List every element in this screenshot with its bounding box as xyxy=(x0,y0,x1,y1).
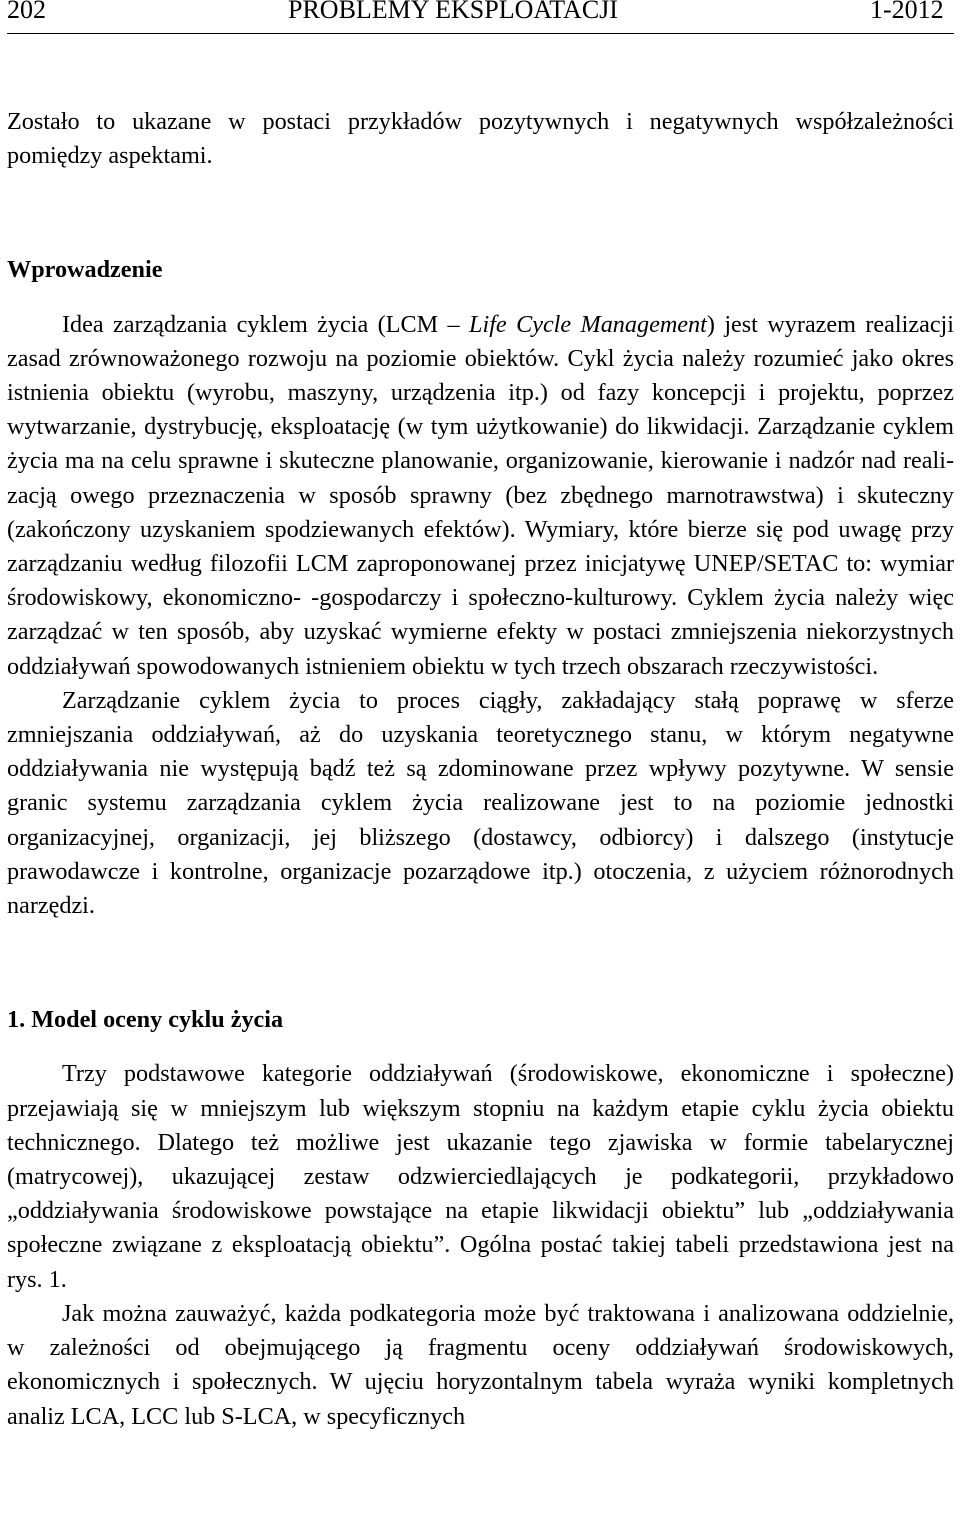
section-heading-introduction: Wprowadzenie xyxy=(7,256,163,284)
header-rule xyxy=(7,33,954,34)
page-body xyxy=(7,105,954,1434)
running-header xyxy=(0,0,960,34)
section-heading-model: 1. Model oceny cyklu życia xyxy=(7,1006,284,1034)
lcm-text-rest: ) jest wyrazem realizacji zasad zrównoważonego rozwoju na poziomie obiektów. Cykl życia należy rozumieć jako okres istnienia obiektu (wyrobu, maszyny, urządzenia itp.) od fazy koncepcji i projektu, poprzez wytwarzanie, dystrybucję, eksploatację (w tym użytkowanie) do likwidacji. Zarządzanie cyklem życia ma na celu sprawne i skuteczne planowanie, organizowanie, kierowanie i nadzór nad realizacją owego przeznaczenia w sposób sprawny (bez zbędnego marnotrawstwa) i skuteczny (zakończony uzyskaniem spodziewanych efektów). Wymiary, które bierze się pod uwagę przy zarządzaniu według filozofii LCM zaproponowanej przez inicjatywę UNEP/SETAC to: wymiar środowiskowy, ekonomiczno- -gospodarczy i społeczno-kulturowy. Cyklem życia należy więc zarządzać w ten sposób, aby uzyskać wymierne efekty w postaci zmniejszenia niekorzystnych oddziaływań spowodowanych istnieniem obiektu w tych trzech obszarach rzeczywistości. xyxy=(7,310,954,680)
model-paragraph-2: Jak można zauważyć, każda podkategoria może być traktowana i analizowana oddzielnie, w zależności od obejmującego ją fragmentu oceny oddziaływań środowiskowych, ekonomicznych i społecznych. W ujęciu horyzontalnym tabela wyraża wyniki kompletnych analiz LCA, LCC lub S-LCA, w specyficznych xyxy=(7,1299,954,1430)
intro-paragraph: Zostało to ukazane w postaci przykładów pozytywnych i negatywnych współzależności pomiędzy aspektami. xyxy=(7,108,954,170)
issue-number: 1-2012 xyxy=(870,0,944,24)
introduction-paragraph-2: Zarządzanie cyklem życia to proces ciągły, zakładający stałą poprawę w sferze zmniejszania oddziaływań, aż do uzyskania teoretycznego stanu, w którym negatywne oddziaływania nie występują bądź też są zdominowane przez wpływy pozytywne. W sensie granic systemu zarządzania cyklem życia realizowane jest to na poziomie jednostki organizacyjnej, organizacji, jej bliższego (dostawcy, odbiorcy) i dalszego (instytucje prawodawcze i kontrolne, organizacje pozarządowe itp.) otoczenia, z użyciem różnorodnych narzędzi. xyxy=(7,686,954,920)
model-paragraph-1: Trzy podstawowe kategorie oddziaływań (środowiskowe, ekonomiczne i społeczne) przejawiają się w mniejszym lub większym stopniu na każdym etapie cyklu życia obiektu technicznego. Dlatego też możliwe jest ukazanie tego zjawiska w formie tabelarycznej (matrycowej), ukazującej zestaw odzwierciedlających je podkategorii, przykładowo „oddziaływania środowiskowe powstające na etapie likwidacji obiektu” lub „oddziaływania społeczne związane z eksploatacją obiektu”. Ogólna postać takiej tabeli przedstawiona jest na rys. 1. xyxy=(7,1060,954,1293)
lcm-text-start: Idea zarządzania cyklem życia (LCM – xyxy=(62,310,470,338)
introduction-paragraph-1 xyxy=(7,308,954,684)
lcm-italic-term: Life Cycle Management xyxy=(469,310,707,338)
journal-title: PROBLEMY EKSPLOATACJI xyxy=(288,0,618,24)
page-number: 202 xyxy=(7,0,46,24)
